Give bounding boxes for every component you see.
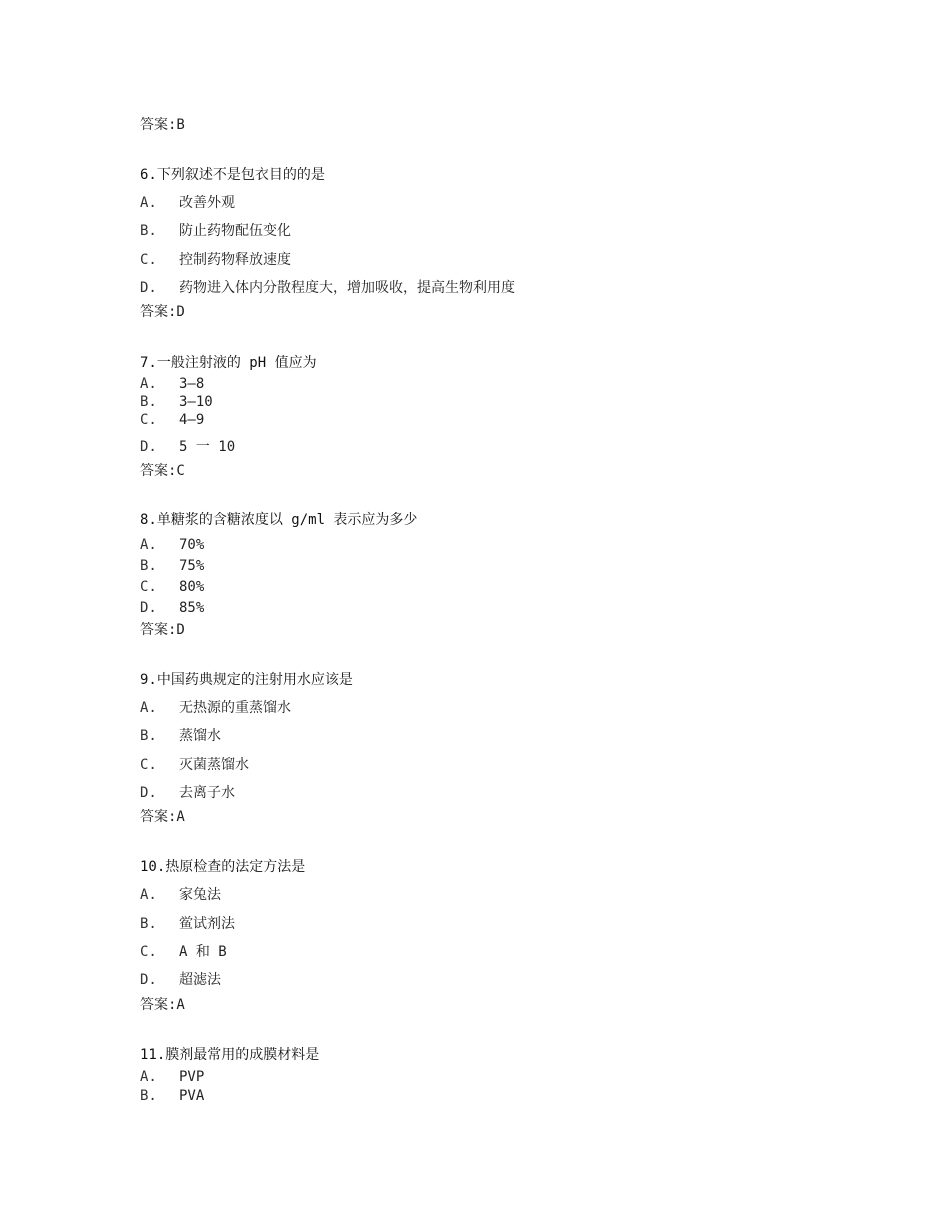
option-10-a — [140, 886, 221, 904]
option-text: 4—9 — [179, 412, 205, 428]
option-text: 改善外观 — [179, 195, 235, 211]
option-text: 70% — [179, 537, 205, 553]
option-text: 家兔法 — [179, 887, 221, 903]
answer-q6: 答案:D — [140, 304, 185, 320]
option-label: A. — [140, 195, 157, 211]
question-title-10: 10.热原检查的法定方法是 — [140, 859, 306, 875]
option-text: 去离子水 — [179, 785, 235, 801]
option-7-a — [140, 375, 204, 393]
option-9-b — [140, 727, 221, 745]
option-8-c — [140, 578, 204, 596]
option-label: C. — [140, 757, 157, 773]
option-7-d — [140, 438, 235, 456]
option-label: C. — [140, 579, 157, 595]
option-label: D. — [140, 600, 157, 616]
option-label: B. — [140, 223, 157, 239]
option-9-a — [140, 699, 291, 717]
option-text: 3—8 — [179, 376, 205, 392]
option-text: 灭菌蒸馏水 — [179, 757, 249, 773]
question-title-6: 6.下列叙述不是包衣目的的是 — [140, 167, 325, 183]
option-10-d — [140, 971, 221, 989]
option-text: PVP — [179, 1069, 205, 1085]
question-title-7: 7.一般注射液的 pH 值应为 — [140, 355, 317, 371]
option-7-b — [140, 393, 213, 411]
option-label: B. — [140, 558, 157, 574]
option-6-d — [140, 279, 515, 297]
option-8-d — [140, 599, 204, 617]
option-8-b — [140, 557, 204, 575]
option-7-c — [140, 411, 204, 429]
option-9-c — [140, 756, 249, 774]
option-text: 5 一 10 — [179, 439, 236, 455]
option-text: 85% — [179, 600, 205, 616]
option-6-a — [140, 194, 235, 212]
question-title-8: 8.单糖浆的含糖浓度以 g/ml 表示应为多少 — [140, 512, 418, 528]
answer-q5: 答案:B — [140, 117, 185, 133]
option-text: 80% — [179, 579, 205, 595]
option-label: C. — [140, 944, 157, 960]
option-label: A. — [140, 537, 157, 553]
option-label: B. — [140, 916, 157, 932]
option-label: B. — [140, 1088, 157, 1104]
option-text: 无热源的重蒸馏水 — [179, 700, 291, 716]
option-label: B. — [140, 394, 157, 410]
option-6-b — [140, 222, 291, 240]
option-6-c — [140, 251, 291, 269]
option-label: A. — [140, 700, 157, 716]
option-10-c — [140, 943, 227, 961]
option-text: PVA — [179, 1088, 205, 1104]
option-text: A 和 B — [179, 944, 227, 960]
option-10-b — [140, 915, 235, 933]
option-label: D. — [140, 972, 157, 988]
option-text: 鲎试剂法 — [179, 916, 235, 932]
option-8-a — [140, 536, 204, 554]
answer-q10: 答案:A — [140, 997, 185, 1013]
option-label: D. — [140, 280, 157, 296]
option-label: A. — [140, 1069, 157, 1085]
option-label: C. — [140, 412, 157, 428]
question-title-11: 11.膜剂最常用的成膜材料是 — [140, 1047, 320, 1063]
option-11-a — [140, 1068, 204, 1086]
option-label: D. — [140, 785, 157, 801]
answer-q8: 答案:D — [140, 622, 185, 638]
option-label: B. — [140, 728, 157, 744]
option-text: 超滤法 — [179, 972, 221, 988]
option-label: A. — [140, 887, 157, 903]
question-title-9: 9.中国药典规定的注射用水应该是 — [140, 672, 353, 688]
option-text: 蒸馏水 — [179, 728, 221, 744]
option-label: A. — [140, 376, 157, 392]
answer-q9: 答案:A — [140, 809, 185, 825]
option-11-b — [140, 1087, 204, 1105]
answer-q7: 答案:C — [140, 463, 185, 479]
option-text: 75% — [179, 558, 205, 574]
option-9-d — [140, 784, 235, 802]
option-label: D. — [140, 439, 157, 455]
option-text: 药物进入体内分散程度大，增加吸收，提高生物利用度 — [179, 280, 515, 296]
option-text: 防止药物配伍变化 — [179, 223, 291, 239]
option-text: 控制药物释放速度 — [179, 252, 291, 268]
option-label: C. — [140, 252, 157, 268]
option-text: 3—10 — [179, 394, 213, 410]
